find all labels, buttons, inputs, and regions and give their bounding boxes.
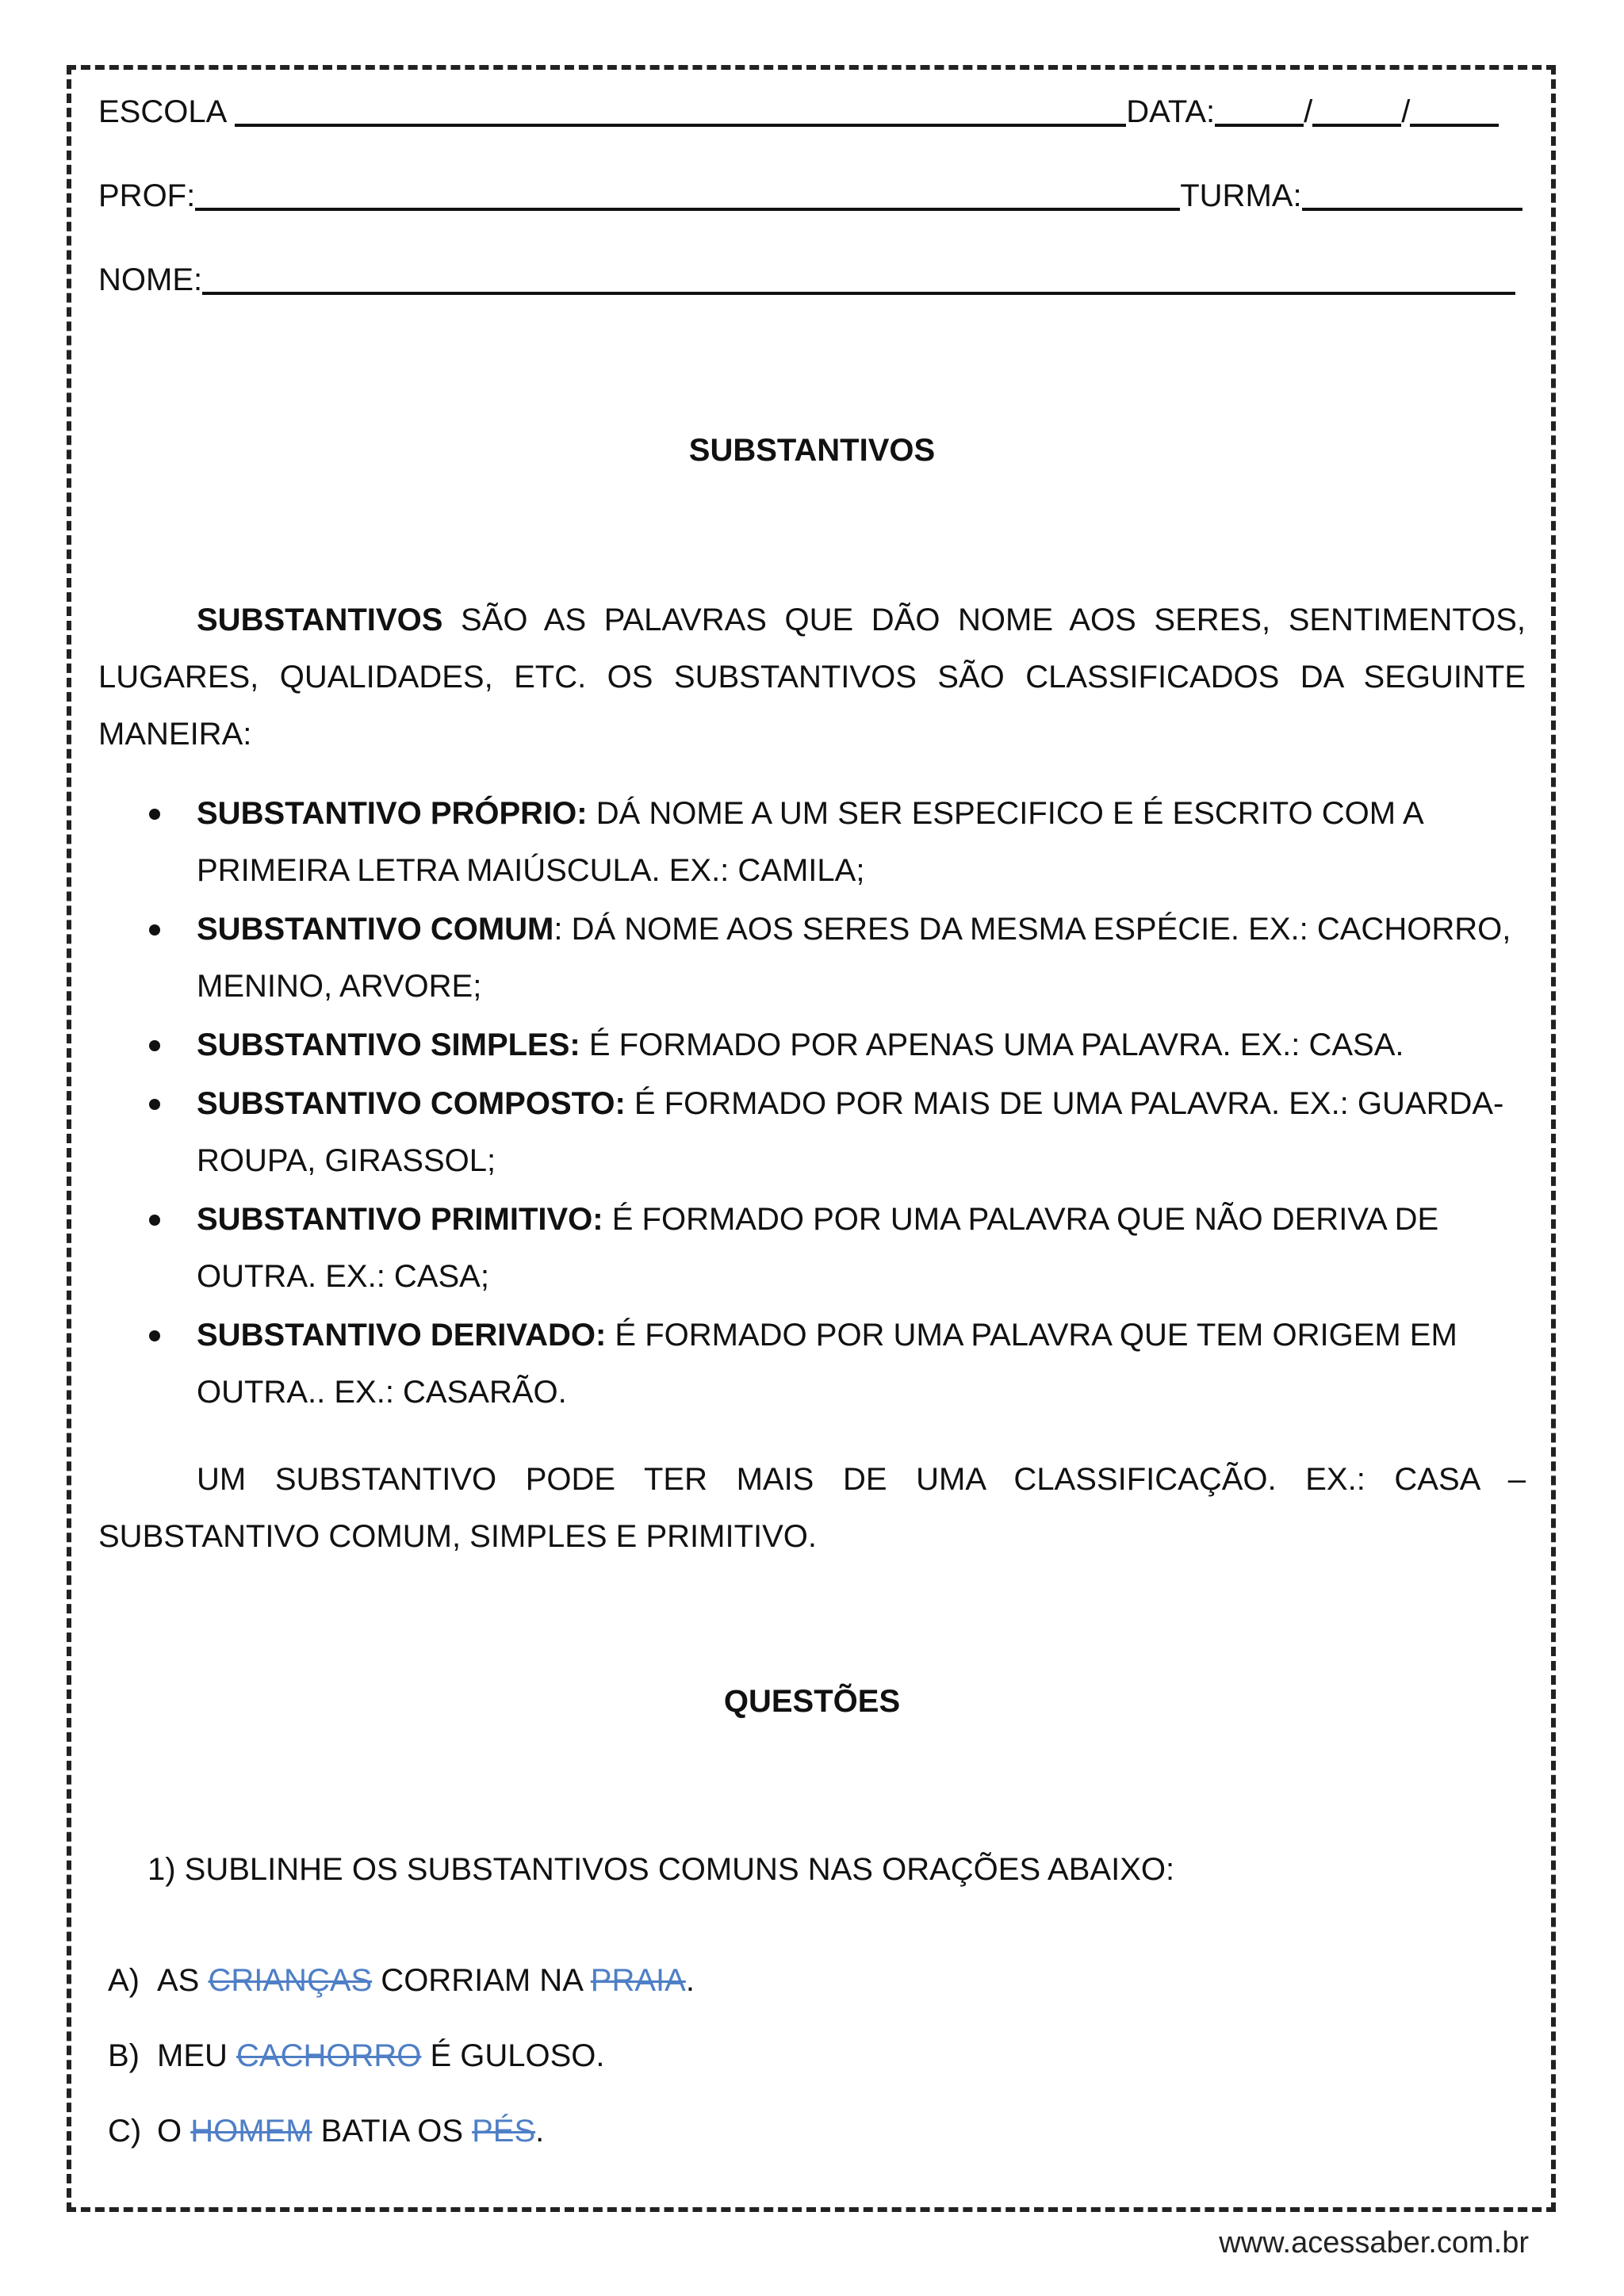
answer-text: É GULOSO. — [421, 2038, 605, 2073]
escola-row — [98, 94, 1499, 130]
prof-field[interactable] — [195, 178, 1180, 211]
intro-paragraph — [98, 591, 1526, 763]
list-item-term: SUBSTANTIVO SIMPLES: — [197, 1027, 580, 1062]
page-title: SUBSTANTIVOS — [688, 433, 936, 468]
answer-letter: B) — [108, 2038, 140, 2073]
list-item-text: : DÁ NOME AOS SERES DA MESMA ESPÉCIE. EX.: CACHORRO, MENINO, ARVORE; — [197, 912, 1511, 1004]
list-item-text: É FORMADO POR APENAS UMA PALAVRA. EX.: CASA. — [580, 1027, 1404, 1062]
list-item — [98, 785, 1526, 899]
turma-field[interactable] — [1302, 178, 1522, 211]
classification-list — [98, 785, 1526, 1422]
data-label: DATA: — [1126, 94, 1216, 129]
struck-word: PRAIA — [590, 1963, 686, 1998]
list-item — [98, 1016, 1526, 1073]
list-item-term: SUBSTANTIVO PRIMITIVO: — [197, 1202, 603, 1237]
struck-word: PÉS — [472, 2114, 536, 2149]
struck-word: CACHORRO — [236, 2038, 422, 2073]
answer-text: AS — [157, 1963, 209, 1998]
list-item-term: SUBSTANTIVO DERIVADO: — [197, 1318, 607, 1353]
list-item-text: É FORMADO POR MAIS DE UMA PALAVRA. EX.: GUARDA-ROUPA, GIRASSOL; — [197, 1086, 1504, 1178]
nome-field[interactable] — [202, 262, 1515, 295]
prof-row — [98, 178, 1522, 214]
list-item — [98, 1075, 1526, 1189]
website-link[interactable]: www.acessaber.com.br — [1219, 2226, 1529, 2260]
answer-letter: C) — [108, 2114, 142, 2149]
date-year-field[interactable] — [1410, 94, 1499, 127]
list-item-term: SUBSTANTIVO PRÓPRIO: — [197, 796, 588, 831]
answer-a — [108, 1963, 695, 1999]
answer-text: MEU — [157, 2038, 236, 2073]
questions-title: QUESTÕES — [723, 1684, 901, 1719]
answer-c — [108, 2114, 544, 2149]
list-item-text: É FORMADO POR UMA PALAVRA QUE NÃO DERIVA DE OUTRA. EX.: CASA; — [197, 1202, 1439, 1294]
answer-text: . — [535, 2114, 545, 2149]
bullet-icon — [149, 1040, 160, 1051]
date-separator: / — [1304, 94, 1313, 129]
list-item — [98, 1191, 1526, 1305]
date-day-field[interactable] — [1215, 94, 1304, 127]
answer-text: BATIA OS — [312, 2114, 473, 2149]
list-item — [98, 901, 1526, 1015]
list-item-term: SUBSTANTIVO COMPOSTO: — [197, 1086, 626, 1121]
answer-text: O — [157, 2114, 191, 2149]
question-1: 1) SUBLINHE OS SUBSTANTIVOS COMUNS NAS ORAÇÕES ABAIXO: — [147, 1852, 1175, 1887]
list-item-text: DÁ NOME A UM SER ESPECIFICO E É ESCRITO COM A PRIMEIRA LETRA MAIÚSCULA. EX.: CAMILA; — [197, 796, 1423, 888]
bullet-icon — [149, 924, 160, 936]
turma-label: TURMA: — [1180, 178, 1302, 213]
intro-bold: SUBSTANTIVOS — [197, 603, 443, 637]
answer-text: CORRIAM NA — [372, 1963, 591, 1998]
struck-word: HOMEM — [190, 2114, 312, 2149]
answer-letter: A) — [108, 1963, 140, 1998]
answer-b — [108, 2038, 605, 2074]
bullet-icon — [149, 809, 160, 820]
list-item-term: SUBSTANTIVO COMUM — [197, 912, 554, 947]
bullet-icon — [149, 1215, 160, 1226]
escola-field[interactable] — [235, 94, 1126, 127]
list-item-text: É FORMADO POR UMA PALAVRA QUE TEM ORIGEM EM OUTRA.. EX.: CASARÃO. — [197, 1318, 1457, 1410]
escola-label: ESCOLA — [98, 94, 228, 129]
bullet-icon — [149, 1330, 160, 1341]
date-month-field[interactable] — [1312, 94, 1401, 127]
note-paragraph — [98, 1451, 1526, 1565]
nome-label: NOME: — [98, 262, 203, 297]
bullet-icon — [149, 1099, 160, 1110]
note-text: UM SUBSTANTIVO PODE TER MAIS DE UMA CLASSIFICAÇÃO. EX.: CASA – SUBSTANTIVO COMUM, SIMPLES E PRIMITIVO. — [98, 1462, 1526, 1554]
prof-label: PROF: — [98, 178, 196, 213]
nome-row — [98, 262, 1515, 298]
intro-text: SÃO AS PALAVRAS QUE DÃO NOME AOS SERES, SENTIMENTOS, LUGARES, QUALIDADES, ETC. OS SUBSTANTIVOS SÃO CLASSIFICADOS DA SEGUINTE MANEIRA: — [98, 603, 1526, 752]
answer-text: . — [685, 1963, 695, 1998]
date-separator: / — [1401, 94, 1411, 129]
struck-word: CRIANÇAS — [208, 1963, 373, 1998]
list-item — [98, 1307, 1526, 1421]
